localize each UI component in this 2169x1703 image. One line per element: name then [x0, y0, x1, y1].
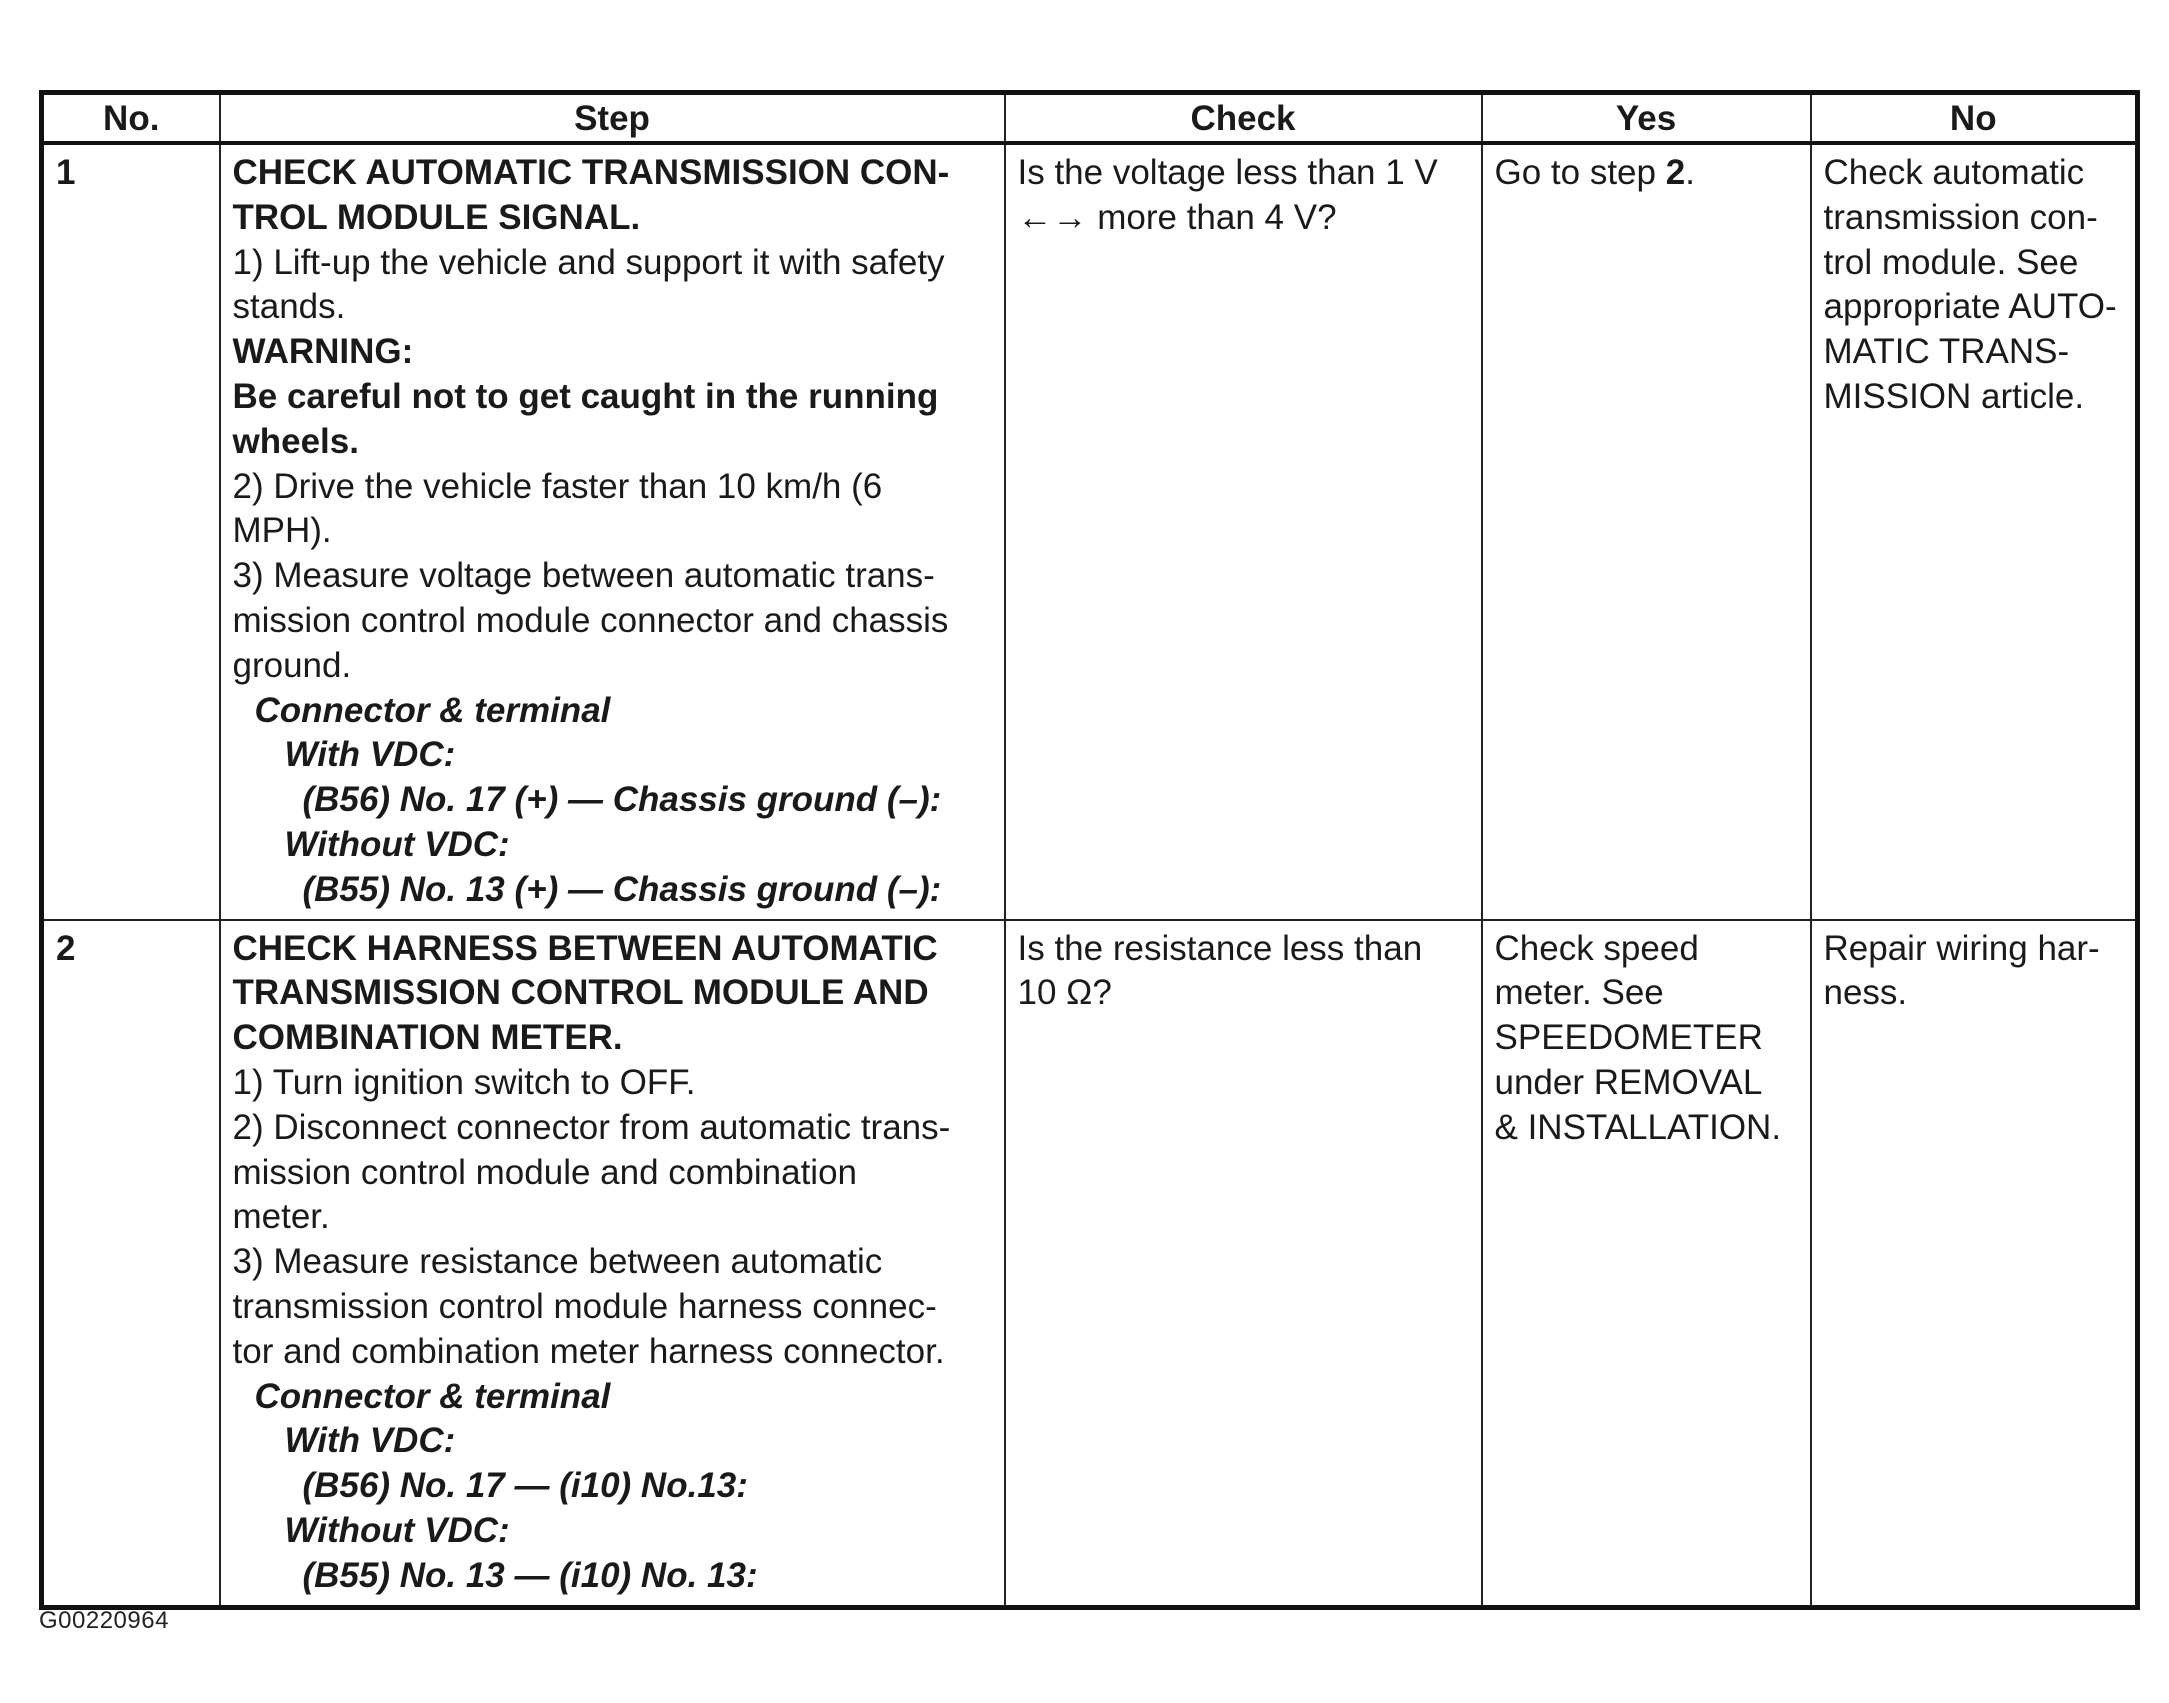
without-vdc-label: Without VDC:	[284, 1510, 510, 1550]
no-result-text: appropriate AUTO-	[1823, 287, 2117, 327]
no-result-text: ness.	[1823, 973, 1908, 1013]
step-instruction: tor and combination meter harness connector.	[232, 1331, 945, 1371]
with-vdc-label: With VDC:	[284, 735, 456, 775]
step-instruction: ground.	[232, 645, 352, 685]
yes-text: & INSTALLATION.	[1494, 1107, 1782, 1147]
without-vdc-value: (B55) No. 13 (+) — Chassis ground (–):	[302, 869, 942, 909]
check-cell	[1005, 143, 1482, 920]
step-instruction: mission control module connector and chassis	[232, 600, 949, 640]
check-text: ←→ more than 4 V?	[1017, 197, 1337, 237]
step-instruction: 3) Measure voltage between automatic trans-	[232, 556, 935, 596]
no-result-text: trol module. See	[1823, 242, 2079, 282]
step-instruction: transmission control module harness connec-	[232, 1286, 937, 1326]
yes-text: Check speed	[1494, 928, 1699, 968]
header-no-result: No	[1811, 93, 2138, 144]
warning-label: WARNING:	[232, 332, 414, 372]
yes-text: Go to step	[1494, 153, 1666, 192]
step-cell	[220, 920, 1005, 1607]
diagnostic-table-container	[39, 90, 2135, 1610]
step-title: TROL MODULE SIGNAL.	[232, 197, 641, 237]
no-result-cell	[1811, 143, 2138, 920]
step-cell	[220, 143, 1005, 920]
without-vdc-value: (B55) No. 13 — (i10) No. 13:	[302, 1555, 758, 1595]
table-row	[42, 143, 2138, 920]
connector-terminal-label: Connector & terminal	[254, 1376, 611, 1416]
step-title: CHECK HARNESS BETWEEN AUTOMATIC	[232, 928, 938, 968]
header-yes: Yes	[1482, 93, 1811, 144]
check-text: Is the resistance less than	[1017, 928, 1423, 968]
step-instruction: meter.	[232, 1197, 330, 1237]
header-no: No.	[42, 93, 220, 144]
header-step: Step	[220, 93, 1005, 144]
warning-text: Be careful not to get caught in the running	[232, 376, 939, 416]
check-text: 10 Ω?	[1017, 973, 1112, 1013]
table-header-row	[42, 93, 2138, 144]
table-row	[42, 920, 2138, 1607]
yes-text-suffix: .	[1685, 153, 1695, 192]
with-vdc-label: With VDC:	[284, 1421, 456, 1461]
with-vdc-value: (B56) No. 17 (+) — Chassis ground (–):	[302, 780, 942, 820]
with-vdc-value: (B56) No. 17 — (i10) No.13:	[302, 1466, 748, 1506]
check-cell	[1005, 920, 1482, 1607]
step-instruction: stands.	[232, 287, 346, 327]
no-result-cell	[1811, 920, 2138, 1607]
step-instruction: MPH).	[232, 511, 332, 551]
no-result-text: MISSION article.	[1823, 376, 2085, 416]
figure-id: G00220964	[39, 1607, 169, 1634]
step-instruction: 3) Measure resistance between automatic	[232, 1242, 883, 1282]
step-instruction: 1) Turn ignition switch to OFF.	[232, 1062, 696, 1102]
yes-cell	[1482, 920, 1811, 1607]
step-number: 1	[42, 143, 220, 920]
step-title: CHECK AUTOMATIC TRANSMISSION CON-	[232, 153, 950, 192]
check-text: Is the voltage less than 1 V	[1017, 153, 1438, 192]
warning-text: wheels.	[232, 421, 359, 461]
step-instruction: 2) Drive the vehicle faster than 10 km/h (6	[232, 466, 883, 506]
step-title: COMBINATION METER.	[232, 1018, 623, 1058]
yes-text: SPEEDOMETER	[1494, 1018, 1763, 1058]
yes-step-ref: 2	[1665, 153, 1686, 192]
diagnostic-table	[39, 90, 2140, 1610]
yes-cell	[1482, 143, 1811, 920]
yes-text: meter. See	[1494, 973, 1664, 1013]
no-result-text: transmission con-	[1823, 197, 2098, 237]
no-result-text: Repair wiring har-	[1823, 928, 2100, 968]
step-instruction: 1) Lift-up the vehicle and support it with safety	[232, 242, 945, 282]
no-result-text: MATIC TRANS-	[1823, 332, 2070, 372]
header-check: Check	[1005, 93, 1482, 144]
step-instruction: 2) Disconnect connector from automatic trans-	[232, 1107, 951, 1147]
step-title: TRANSMISSION CONTROL MODULE AND	[232, 973, 929, 1013]
connector-terminal-label: Connector & terminal	[254, 690, 611, 730]
without-vdc-label: Without VDC:	[284, 824, 510, 864]
step-number: 2	[42, 920, 220, 1607]
step-instruction: mission control module and combination	[232, 1152, 857, 1192]
no-result-text: Check automatic	[1823, 153, 2085, 192]
yes-text: under REMOVAL	[1494, 1062, 1763, 1102]
